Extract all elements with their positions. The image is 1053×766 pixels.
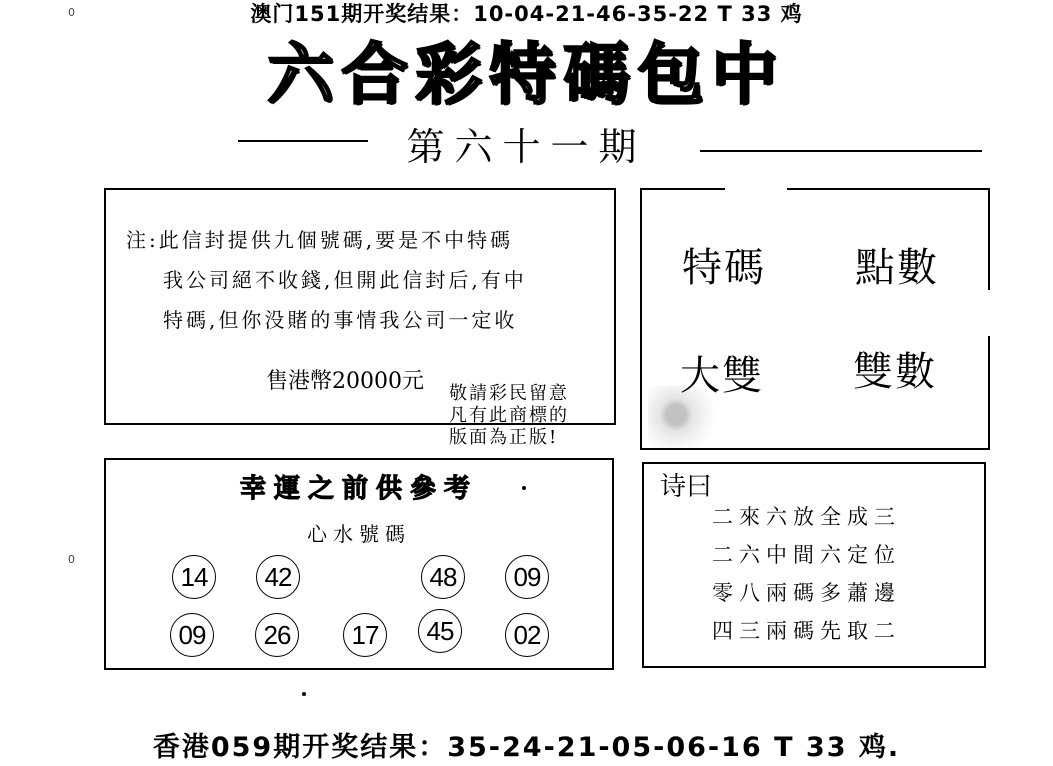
macau-draw-result: 澳门151期开奖结果：10-04-21-46-35-22 T 33 鸡 [250,2,803,26]
poem-lines [712,498,901,650]
notice-text [126,220,596,340]
feature-even-number: 雙數 [853,349,937,395]
print-speck [522,486,526,490]
feature-special-code: 特碼 [682,245,766,291]
page-mark-side: 0 [68,553,75,566]
issue-rule-left [238,140,368,142]
issue-rule-right [700,150,982,152]
print-speck [302,692,306,696]
page-mark-top: 0 [68,6,75,19]
poem-line: 零八兩碼多蕭邊 [712,581,901,605]
feature-box-gap [725,186,787,192]
notice-line: 特碼,但你没賭的事情我公司一定收 [163,308,518,332]
stamp-line: 版面為正版! [449,427,559,448]
poem-line: 二來六放全成三 [712,505,901,529]
hongkong-draw-result: 香港059期开奖结果：35-24-21-05-06-16 T 33 鸡. [152,732,901,763]
lucky-number-ball: 26 [255,613,299,657]
lucky-number-ball: 45 [418,609,462,653]
lucky-number-ball: 42 [256,555,300,599]
lucky-number-ball: 02 [505,613,549,657]
lucky-number-ball: 14 [172,555,216,599]
main-title: 六合彩特碼包中 [267,35,786,113]
notice-line: 我公司絕不收錢,但開此信封后,有中 [163,268,527,292]
feature-points: 點數 [855,245,939,291]
poem-heading: 诗曰 [660,472,713,502]
lucky-subtitle: 心水號碼 [307,522,411,546]
feature-big-even: 大雙 [680,353,764,399]
poem-line: 二六中間六定位 [712,543,901,567]
poem-line: 四三兩碼先取二 [712,619,901,643]
issue-number: 第六十一期 [406,125,647,169]
authenticity-stamp [449,383,629,449]
lucky-title: 幸運之前供參考 [239,474,478,504]
lucky-number-ball: 17 [343,613,387,657]
lucky-number-ball: 09 [505,555,549,599]
notice-line: 注:此信封提供九個號碼,要是不中特碼 [126,228,514,252]
lucky-number-ball: 09 [170,613,214,657]
feature-box [640,188,990,450]
price-label: 售港幣20000元 [262,364,428,395]
stamp-line: 凡有此商標的 [449,405,569,426]
feature-box-gap [986,290,992,336]
lucky-number-ball: 48 [421,555,465,599]
stamp-line: 敬請彩民留意 [449,383,569,404]
